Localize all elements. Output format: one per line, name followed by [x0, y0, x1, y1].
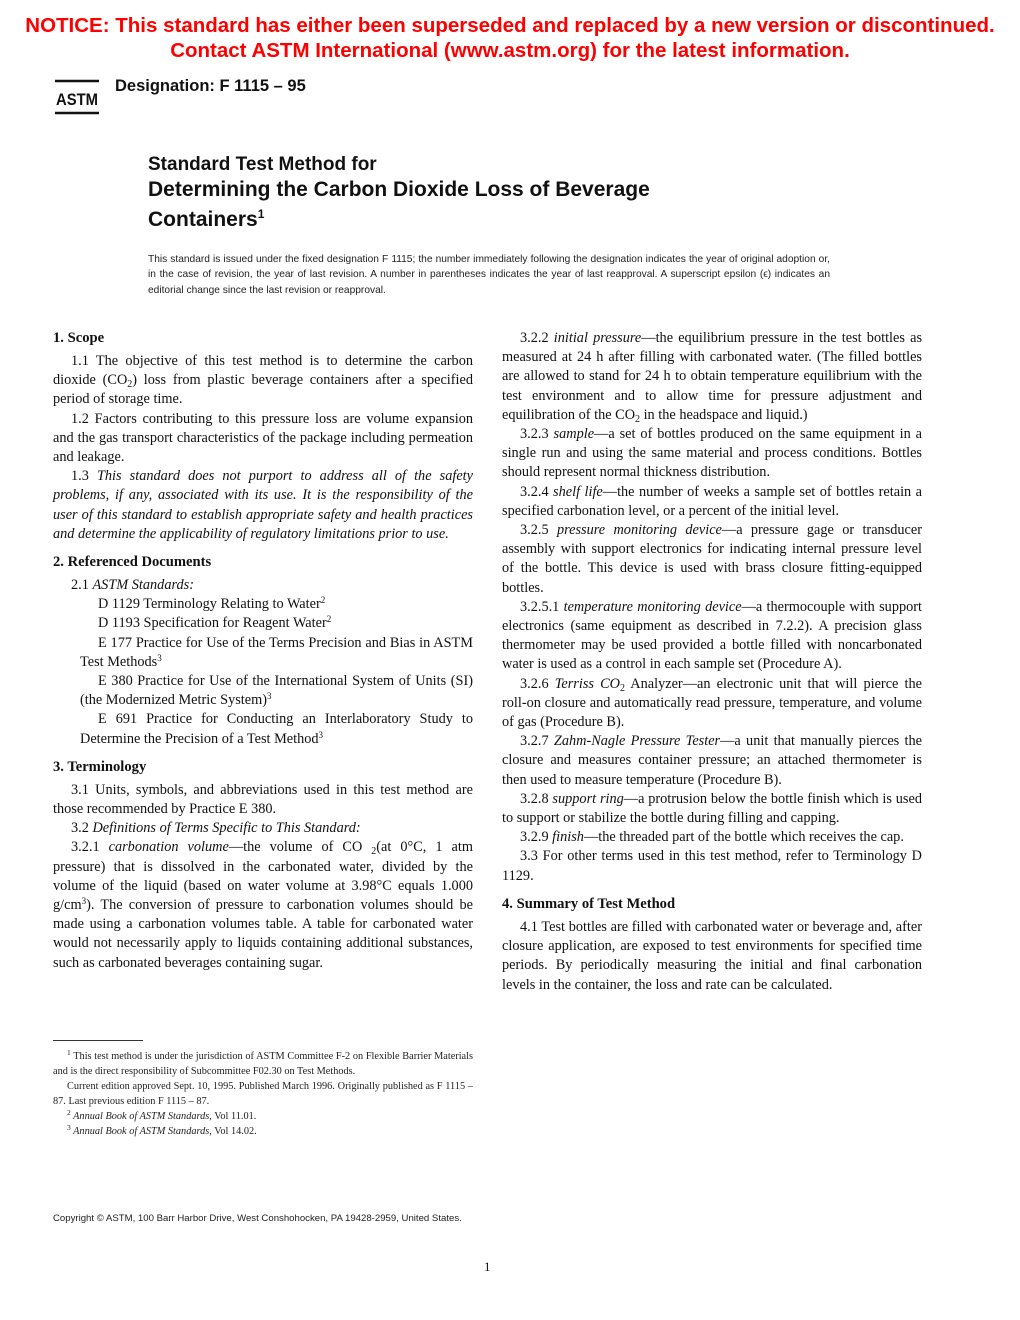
notice-banner — [0, 13, 1020, 63]
issuance-note: This standard is issued under the fixed designation F 1115; the number immediately following the designation indicates the year of original adoption or, in the case of revision, the year of last revision. A number in parentheses indicates the year of last reapproval. A superscript epsilon (ϵ) indicates an editorial change since the last revision or reapproval. — [148, 254, 830, 296]
left-column — [53, 329, 473, 973]
paragraph-1-2: 1.2 Factors contributing to this pressure loss are volume expansion and the gas transport characteristics of the package including permeation and leakage. — [53, 410, 473, 466]
paragraph-3-2-6: 3.2.6 Terriss $CO_2$ Analyzer—an electronic unit that will pierce the roll-on closure and automatically read pressure, temperature, and volume of gas (Procedure B). — [502, 675, 922, 731]
section-heading-referenced: 2. Referenced Documents — [53, 554, 212, 571]
title-block — [148, 153, 650, 232]
title-text: Containers — [148, 208, 258, 231]
paragraph-3-2-8: 3.2.8 support ring—a protrusion below the bottle finish which is used to support or stabilize the bottle during filling and capping. — [502, 790, 922, 827]
ref-e691: E 691 Practice for Conducting an Interlaboratory Study to Determine the Precision of a Test Method$^3$ — [80, 711, 473, 747]
notice-line-2: Contact ASTM International (www.astm.org) for the latest information. — [170, 39, 850, 62]
paragraph-3-1: 3.1 Units, symbols, and abbreviations used in this test method are those recommended by Practice E 380. — [53, 781, 473, 818]
astm-logo — [52, 77, 102, 117]
paragraph-3-2-1: 3.2.1 carbonation volume—the volume of CO $_2$(at 0°C, 1 atm pressure) that is dissolved in the carbonated water, divided by the volume of the liquid (based on water volume at 3.98°C equals 1.000 $g/cm^3$). The conversion of pressure to carbonation volumes should be made using a carbonation volumes table. A table for carbonated water would not necessarily apply to liquids containing additional substances, such as carbonated beverages containing sugar. — [53, 839, 473, 971]
paragraph-3-2-5-1: 3.2.5.1 temperature monitoring device—a thermocouple with support electronics (same equipment as described in 7.2.2). A precision glass thermometer may be used provided a bottle filled with noncarbonated water is used as a control in each sample set (Procedure A). — [502, 598, 923, 673]
paragraph-1-1: 1.1 The objective of this test method is to determine the carbon dioxide $(CO_2)$ loss from plastic beverage containers after a specified period of storage time. — [53, 353, 473, 408]
right-column — [502, 329, 922, 995]
title-line-3 — [148, 202, 650, 232]
paragraph-3-2-4: 3.2.4 shelf life—the number of weeks a sample set of bottles retain a specified carbonation level, or a percent of the initial level. — [502, 483, 922, 519]
page-number: 1 — [484, 1259, 491, 1274]
paragraph-3-2-7: 3.2.7 Zahm-Nagle Pressure Tester—a unit that manually pierces the closure and measures container pressure; an attached thermometer is then used to measure temperature (Procedure B). — [502, 733, 922, 788]
section-heading-terminology: 3. Terminology — [53, 758, 147, 775]
paragraph-1-3: 1.3 This standard does not purport to address all of the safety problems, if any, associated with its use. It is the responsibility of the user of this standard to establish appropriate safety and health practices and determine the applicability of regulatory limitations prior to use. — [53, 468, 473, 542]
paragraph-3-2-2: 3.2.2 initial pressure—the equilibrium pressure in the test bottles as measured at 24 h after filling with carbonated water. (The filled bottles are allowed to stand for 24 h to obtain temperature equilibrium with the test environment and to allow time for pressure adjustment and equilibration of the $CO_2$ in the headspace and liquid.) — [502, 330, 923, 425]
section-heading-summary: 4. Summary of Test Method — [502, 895, 676, 912]
footnote-divider — [53, 1040, 143, 1041]
paragraph-3-2-5: 3.2.5 pressure monitoring device—a pressure gage or transducer assembly with support electronics for indicating internal pressure level of the bottle. This device is used with brass closure fitting-equipped bottles. — [502, 522, 923, 596]
ref-e380: E 380 Practice for Use of the International System of Units (SI) (the Modernized Metric System)$^3$ — [80, 673, 473, 709]
footnotes — [53, 1049, 473, 1139]
footnote-1: $^1$ This test method is under the jurisdiction of ASTM Committee F-2 on Flexible Barrier Materials and is the direct responsibility of Subcommittee F02.30 on Test Methods. — [53, 1048, 473, 1077]
paragraph-2-1: 2.1 ASTM Standards: — [71, 577, 194, 594]
footnote-2: $^2$ Annual Book of ASTM Standards, Vol 11.01. — [67, 1108, 257, 1122]
title-line-2: Determining the Carbon Dioxide Loss of Beverage — [148, 178, 650, 201]
section-heading-scope: 1. Scope — [53, 330, 105, 346]
footnote-1-edition: Current edition approved Sept. 10, 1995. Published March 1996. Originally published as F 1115 – 87. Last previous edition F 1115 – 87. — [53, 1081, 473, 1107]
paragraph-3-2-9: 3.2.9 finish—the threaded part of the bottle which receives the cap. — [520, 829, 904, 846]
logo-text: ASTM — [56, 90, 98, 109]
ref-d1193: D 1193 Specification for Reagent Water$^2$ — [98, 614, 332, 632]
designation: Designation: F 1115 – 95 — [115, 77, 306, 95]
paragraph-3-3: 3.3 For other terms used in this test method, refer to Terminology D 1129. — [502, 848, 922, 884]
title-footnote-mark: 1 — [257, 207, 265, 221]
ref-d1129: D 1129 Terminology Relating to Water$^2$ — [98, 595, 326, 613]
notice-line-1: NOTICE: This standard has either been superseded and replaced by a new version or discontinued. — [25, 14, 995, 37]
paragraph-3-2: 3.2 Definitions of Terms Specific to This Standard: — [71, 820, 361, 837]
ref-e177: E 177 Practice for Use of the Terms Precision and Bias in ASTM Test Methods$^3$ — [80, 634, 473, 670]
footnote-3: $^3$ Annual Book of ASTM Standards, Vol 14.02. — [67, 1123, 257, 1137]
title-line-1: Standard Test Method for — [148, 154, 377, 175]
paragraph-4-1: 4.1 Test bottles are filled with carbonated water or beverage and, after closure application, are exposed to test environments for specified time periods. By periodically measuring the initial and final carbonation levels in the container, the loss and rate can be calculated. — [502, 918, 922, 993]
copyright: Copyright © ASTM, 100 Barr Harbor Drive, West Conshohocken, PA 19428-2959, United States. — [53, 1213, 462, 1224]
paragraph-3-2-3: 3.2.3 sample—a set of bottles produced on the same equipment in a single run and using the same material and process conditions. Bottles should represent normal thickness distribution. — [502, 426, 923, 481]
